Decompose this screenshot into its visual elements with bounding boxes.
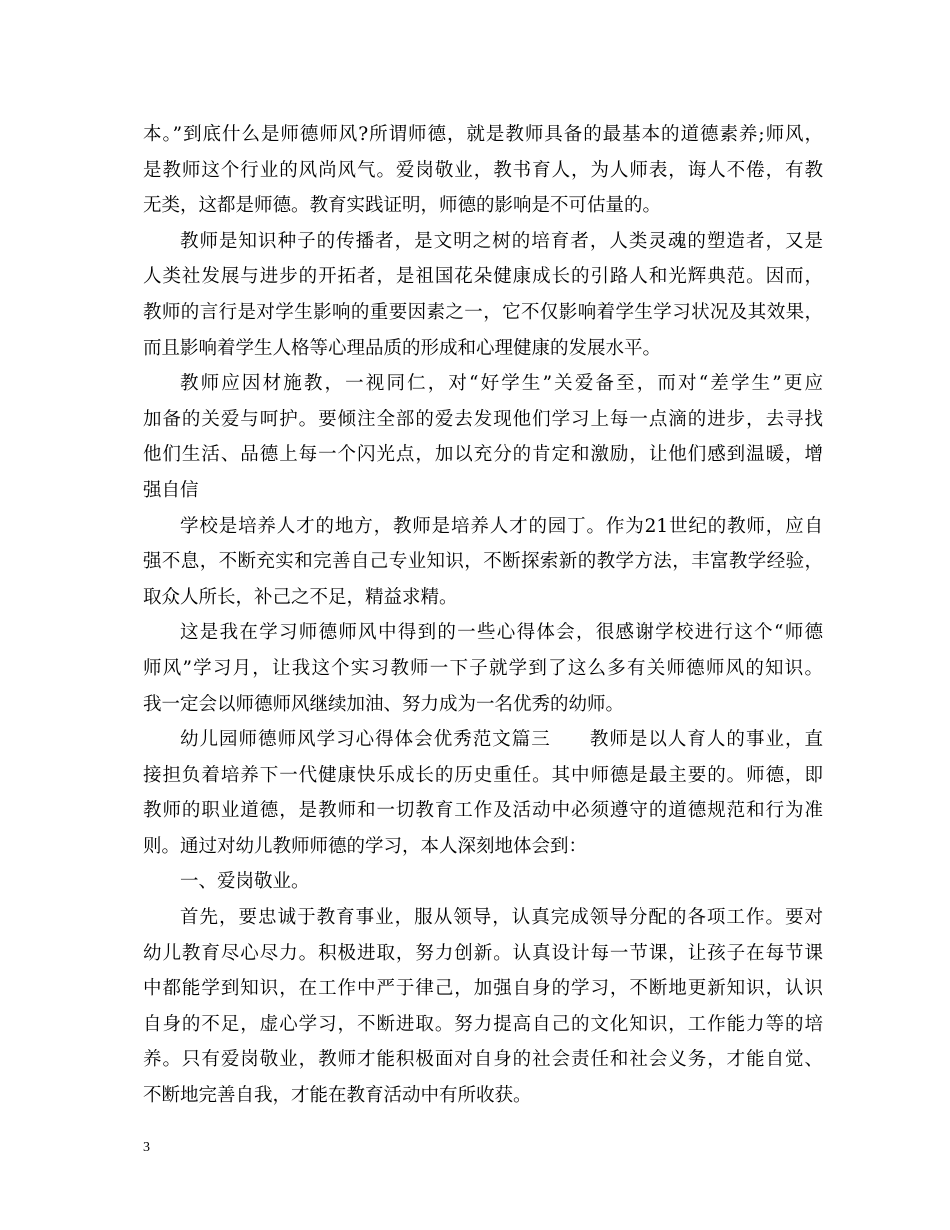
text-line: 幼儿教育尽心尽力。积极进取，努力创新。认真设计每一节课，让孩子在每节课 bbox=[143, 942, 823, 964]
text-line: 我一定会以师德师风继续加油、努力成为一名优秀的幼师。 bbox=[143, 693, 625, 715]
text-line: 教师是知识种子的传播者，是文明之树的培育者，人类灵魂的塑造者，又是 bbox=[180, 230, 823, 252]
text-line: 教师的职业道德，是教师和一切教育工作及活动中必须遵守的道德规范和行为准 bbox=[143, 800, 823, 822]
text-line: 教师应因材施教，一视同仁，对“好学生”关爱备至，而对“差学生”更应 bbox=[180, 373, 823, 395]
text-line: 是教师这个行业的风尚风气。爱岗敬业，教书育人，为人师表，诲人不倦，有教 bbox=[143, 159, 823, 181]
text-line: 接担负着培养下一代健康快乐成长的历史重任。其中师德是最主要的。师德，即 bbox=[143, 764, 823, 786]
page-number: 3 bbox=[143, 1140, 150, 1155]
text-line: 强自信 bbox=[143, 479, 199, 501]
text-line: 自身的不足，虚心学习，不断进取。努力提高自己的文化知识，工作能力等的培 bbox=[143, 1013, 823, 1035]
text-line: 幼儿园师德师风学习心得体会优秀范文篇三 教师是以人育人的事业，直 bbox=[180, 729, 823, 751]
text-line: 取众人所长，补己之不足，精益求精。 bbox=[143, 586, 458, 608]
text-line: 无类，这都是师德。教育实践证明，师德的影响是不可估量的。 bbox=[143, 195, 662, 217]
text-line: 首先，要忠诚于教育事业，服从领导，认真完成领导分配的各项工作。要对 bbox=[180, 907, 823, 929]
text-line: 他们生活、品德上每一个闪光点，加以充分的肯定和激励，让他们感到温暖，增 bbox=[143, 444, 823, 466]
text-line: 则。通过对幼儿教师师德的学习，本人深刻地体会到： bbox=[143, 835, 588, 857]
text-line: 学校是培养人才的地方，教师是培养人才的园丁。作为21世纪的教师，应自 bbox=[180, 515, 823, 537]
text-line: 而且影响着学生人格等心理品质的形成和心理健康的发展水平。 bbox=[143, 337, 662, 359]
text-line: 师风”学习月，让我这个实习教师一下子就学到了这么多有关师德师风的知识。 bbox=[143, 657, 823, 679]
text-line: 本。”到底什么是师德师风?所谓师德，就是教师具备的最基本的道德素养;师风， bbox=[143, 124, 823, 145]
document-body bbox=[143, 117, 823, 1114]
text-line: 人类社发展与进步的开拓者，是祖国花朵健康成长的引路人和光辉典范。因而， bbox=[143, 266, 823, 288]
text-line: 加备的关爱与呵护。要倾注全部的爱去发现他们学习上每一点滴的进步，去寻找 bbox=[143, 408, 823, 430]
text-line: 一、爱岗敬业。 bbox=[180, 871, 310, 893]
text-line: 教师的言行是对学生影响的重要因素之一，它不仅影响着学生学习状况及其效果， bbox=[143, 301, 823, 323]
text-line: 强不息，不断充实和完善自己专业知识，不断探索新的教学方法，丰富教学经验， bbox=[143, 551, 823, 573]
text-line: 中都能学到知识，在工作中严于律己，加强自身的学习，不断地更新知识，认识 bbox=[143, 978, 823, 1000]
text-line: 不断地完善自我，才能在教育活动中有所收获。 bbox=[143, 1085, 532, 1107]
text-line: 养。只有爱岗敬业，教师才能积极面对自身的社会责任和社会义务，才能自觉、 bbox=[143, 1049, 823, 1071]
text-line: 这是我在学习师德师风中得到的一些心得体会，很感谢学校进行这个“师德 bbox=[180, 622, 823, 644]
